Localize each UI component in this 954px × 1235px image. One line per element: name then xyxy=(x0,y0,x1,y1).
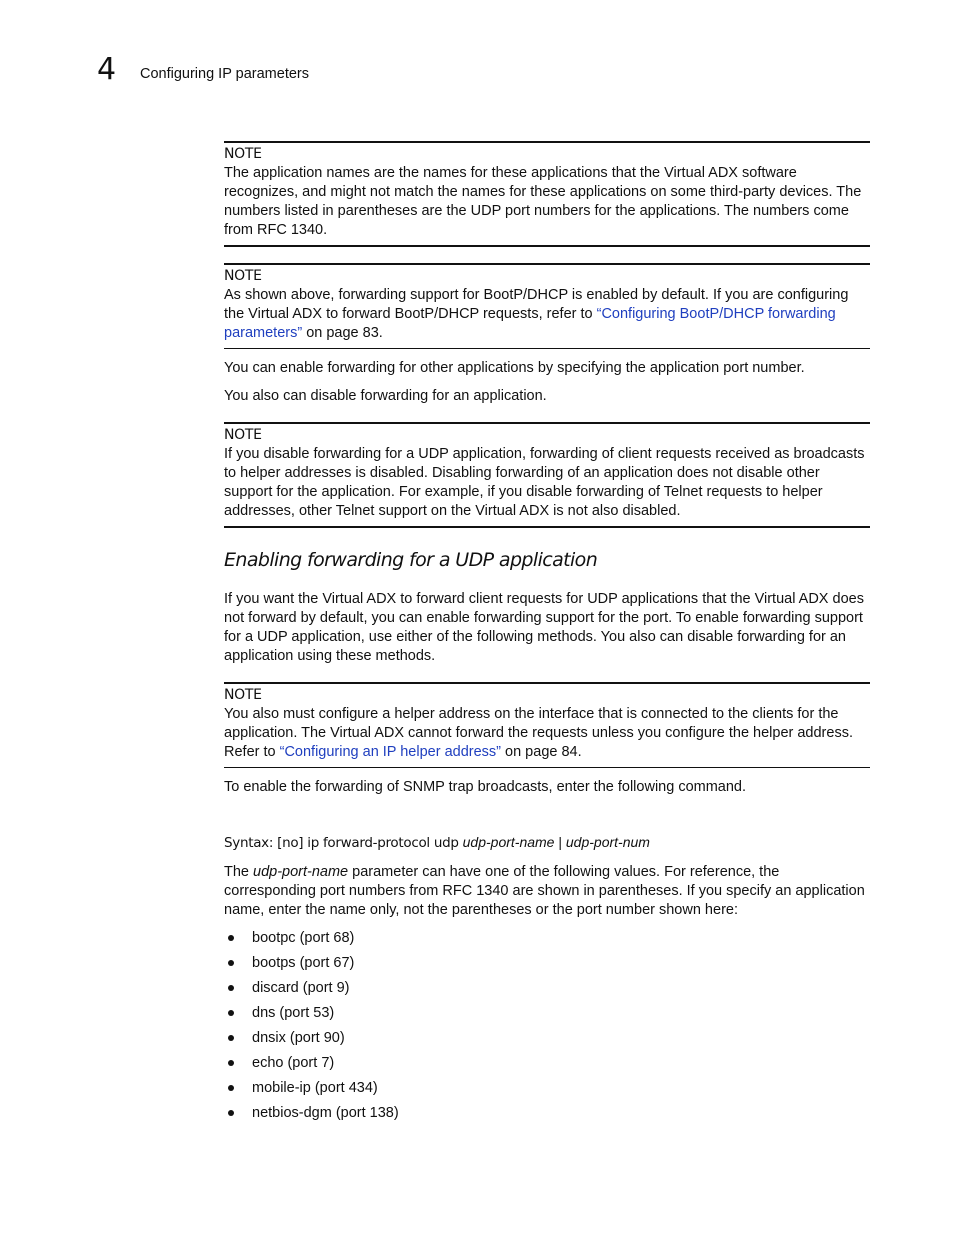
chapter-title: Configuring IP parameters xyxy=(140,66,309,82)
note-label: NOTE xyxy=(224,268,262,284)
note-text-after: on page 84. xyxy=(501,744,582,760)
list-item xyxy=(224,1104,870,1129)
paragraph-enable-forwarding: You can enable forwarding for other applications by specifying the application port number. xyxy=(224,360,805,376)
ip-helper-address-link[interactable]: “Configuring an IP helper address” xyxy=(279,744,501,760)
text-after: parameter can have one of the following values. For reference, the corresponding port numbers from RFC 1340 are shown in parentheses. If you specify an application name, enter the name only, not the parentheses or the port number shown here: xyxy=(224,864,865,918)
note-text: If you disable forwarding for a UDP application, forwarding of client requests received as broadcasts to helper addresses is disabled. Disabling forwarding of an application does not disable other support for the application. For example, if you disable forwarding of Telnet requests to helper addresses, other Telnet support on the Virtual ADX is not also disabled. xyxy=(224,446,865,519)
syntax-command: Syntax: [no] ip forward-protocol udp xyxy=(224,835,463,851)
note-text-before: As shown above, forwarding support for BootP/DHCP is enabled by default. If you are configuring the Virtual ADX to forward BootP/DHCP requests, refer to xyxy=(224,287,849,322)
list-item xyxy=(224,1004,870,1029)
list-item-text: mobile-ip (port 434) xyxy=(252,1080,378,1096)
list-item xyxy=(224,979,870,1004)
bullet-icon xyxy=(228,1110,234,1116)
bootp-dhcp-forwarding-link[interactable]: “Configuring BootP/DHCP forwarding parameters” xyxy=(224,306,836,341)
list-item-text: discard (port 9) xyxy=(252,980,350,996)
note-text-before: You also must configure a helper address on the interface that is connected to the clients for the application. The Virtual ADX cannot forward the requests unless you configure the helper address. Refer to xyxy=(224,706,853,760)
list-item-text: bootpc (port 68) xyxy=(252,930,355,946)
note-helper-address xyxy=(224,682,870,768)
list-item-text: netbios-dgm (port 138) xyxy=(252,1105,399,1121)
paragraph-port-name-values xyxy=(224,863,870,920)
bullet-icon xyxy=(228,1035,234,1041)
syntax-var-port-num: udp-port-num xyxy=(565,834,650,850)
chapter-number: 4 xyxy=(97,52,117,87)
note-text xyxy=(224,705,870,762)
bullet-icon xyxy=(228,985,234,991)
param-name: udp-port-name xyxy=(253,864,349,880)
syntax-var-port-name: udp-port-name xyxy=(462,834,555,850)
list-item xyxy=(224,1079,870,1104)
note-text xyxy=(224,286,870,343)
list-item-text: dnsix (port 90) xyxy=(252,1030,345,1046)
note-label: NOTE xyxy=(224,427,262,443)
paragraph-udp-intro: If you want the Virtual ADX to forward client requests for UDP applications that the Virtual ADX does not forward by default, you can enable forwarding support for the port. To enable forwarding support for a UDP application, use either of the following methods. You also can disable forwarding for an application using these methods. xyxy=(224,591,864,664)
bullet-icon xyxy=(228,960,234,966)
paragraph-disable-forwarding: You also can disable forwarding for an application. xyxy=(224,388,547,404)
port-list xyxy=(224,929,870,1129)
list-item xyxy=(224,1054,870,1079)
note-disable-udp-forwarding xyxy=(224,422,870,528)
section-heading: Enabling forwarding for a UDP application xyxy=(224,549,598,571)
list-item-text: bootps (port 67) xyxy=(252,955,355,971)
list-item xyxy=(224,954,870,979)
bullet-icon xyxy=(228,1085,234,1091)
note-label: NOTE xyxy=(224,687,262,703)
list-item xyxy=(224,929,870,954)
note-bootp-dhcp xyxy=(224,263,870,349)
bullet-icon xyxy=(228,1060,234,1066)
bullet-icon xyxy=(228,935,234,941)
page-content xyxy=(224,141,870,1129)
paragraph-snmp-command: To enable the forwarding of SNMP trap broadcasts, enter the following command. xyxy=(224,779,747,795)
note-label: NOTE xyxy=(224,146,262,162)
bullet-icon xyxy=(228,1010,234,1016)
list-item-text: echo (port 7) xyxy=(252,1055,335,1071)
syntax-line xyxy=(224,833,870,853)
list-item-text: dns (port 53) xyxy=(252,1005,335,1021)
syntax-separator: | xyxy=(554,834,566,850)
note-text-after: on page 83. xyxy=(302,325,383,341)
note-application-names xyxy=(224,141,870,247)
list-item xyxy=(224,1029,870,1054)
text-before: The xyxy=(224,864,254,880)
note-text: The application names are the names for these applications that the Virtual ADX software recognizes, and might not match the names for these applications on some third-party devices. The numbers listed in parentheses are the UDP port numbers for the applications. The numbers come from RFC 1340. xyxy=(224,165,862,238)
